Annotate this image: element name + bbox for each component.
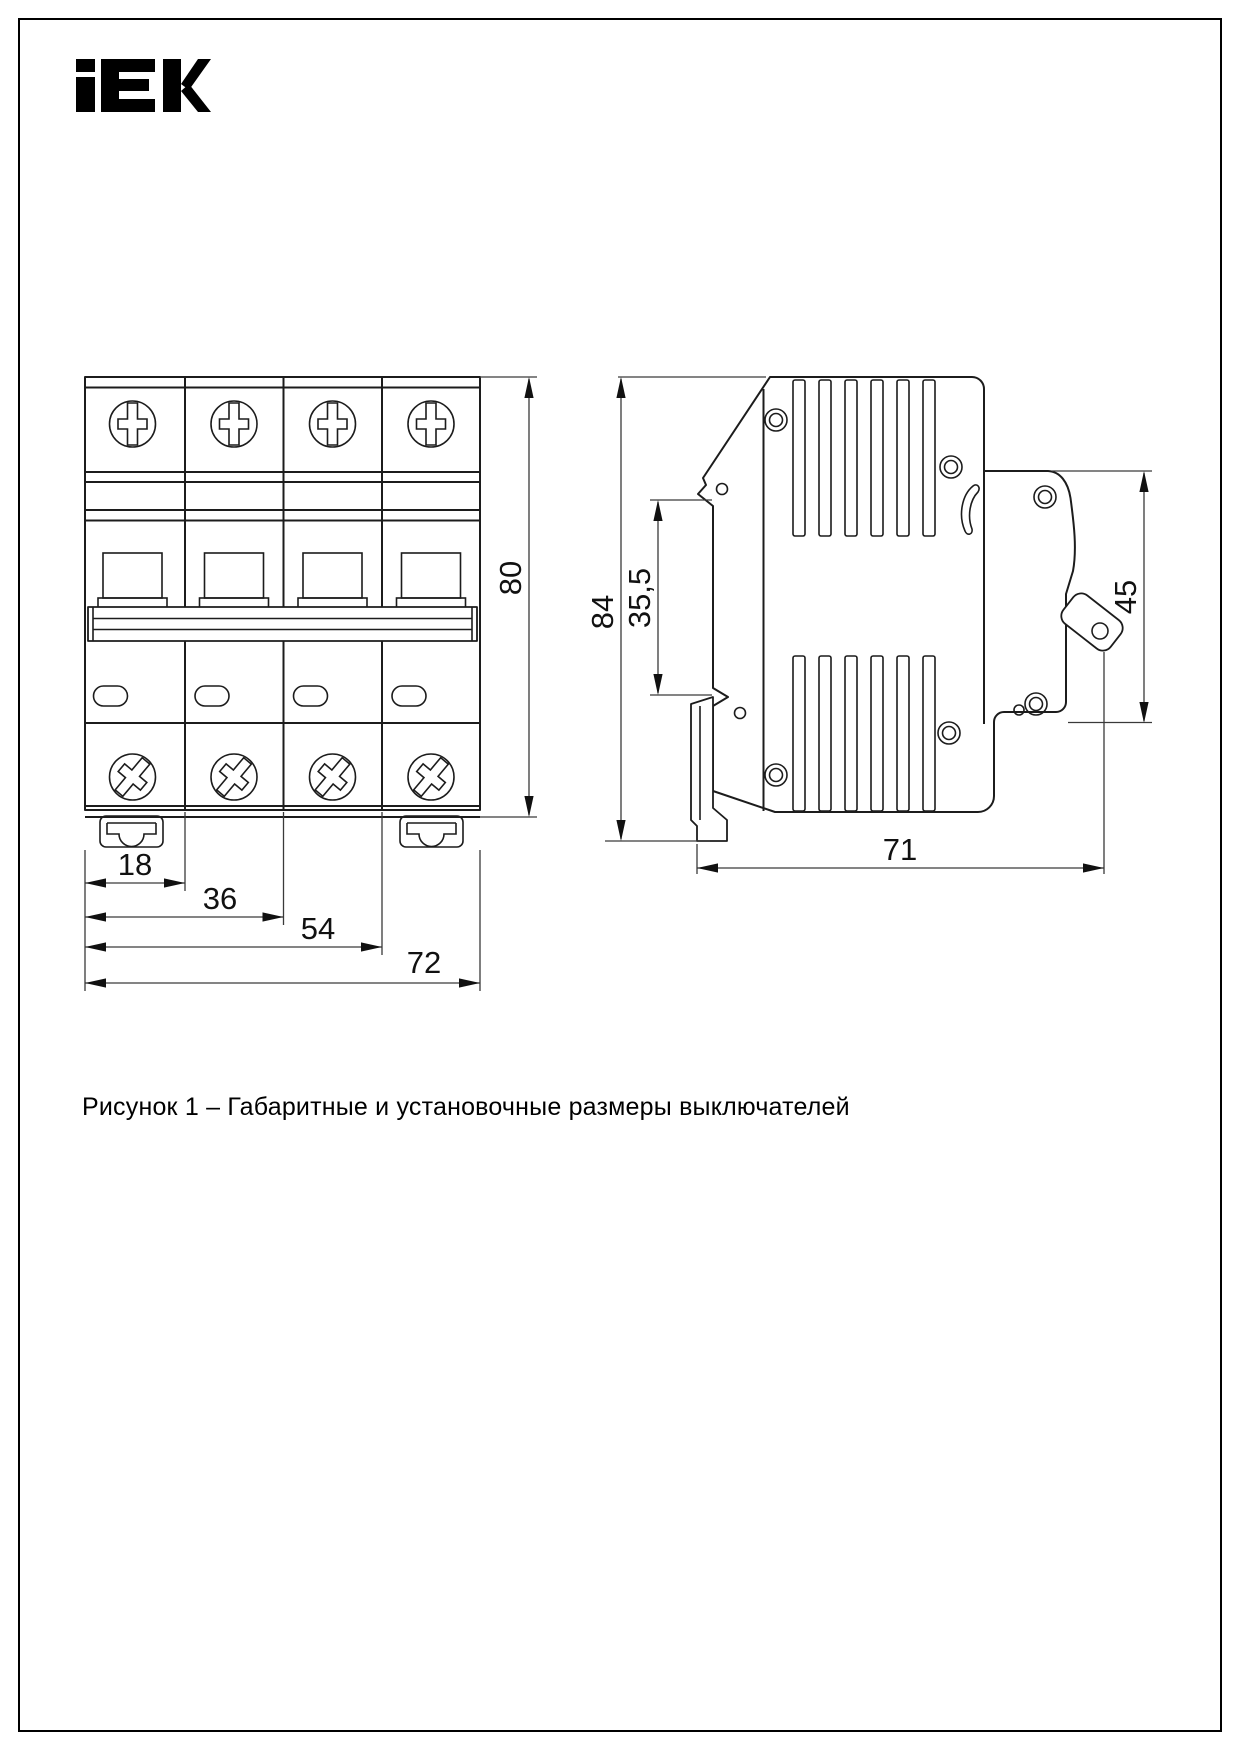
dim-label-71: 71	[882, 832, 918, 867]
pin-hole	[1014, 705, 1024, 715]
toggle-handle	[205, 553, 264, 598]
din-clip	[100, 816, 163, 847]
rivet-icon	[765, 764, 787, 786]
logo-i-stem	[76, 77, 95, 112]
pin-hole	[717, 484, 728, 495]
logo-e-letter	[101, 59, 155, 112]
din-clips-front	[100, 816, 463, 847]
din-clip-spring	[107, 823, 156, 847]
rivet-icon	[938, 722, 960, 744]
din-clip-spring	[407, 823, 456, 847]
marking-window	[94, 686, 128, 706]
vent-slots-top	[793, 380, 935, 536]
dim-label-35-5: 35,5	[622, 567, 657, 629]
bottom-terminal-screws	[108, 752, 456, 803]
screw-icon	[310, 401, 356, 447]
rivet-icon	[1034, 486, 1056, 508]
front-view-drawing	[85, 377, 537, 991]
screw-icon	[408, 401, 454, 447]
din-clip-side	[691, 697, 727, 841]
din-clip	[400, 816, 463, 847]
marking-window	[195, 686, 229, 706]
dim-label-45: 45	[1108, 579, 1143, 615]
dim-label-36: 36	[202, 881, 238, 916]
curved-slot	[962, 485, 980, 534]
toggle-handles	[98, 553, 466, 608]
screw-icon	[110, 401, 156, 447]
logo-k-stem	[163, 59, 181, 112]
vent-slots-bottom	[793, 656, 935, 811]
side-view-drawing	[585, 377, 1152, 874]
marking-window	[294, 686, 328, 706]
dim-label-84: 84	[585, 594, 620, 630]
screw-icon	[211, 401, 257, 447]
rivet-icon	[765, 409, 787, 431]
marking-window	[392, 686, 426, 706]
screw-icon	[108, 752, 157, 803]
logo-k-upper-arm	[181, 59, 211, 90]
toggle-handle	[402, 553, 461, 598]
rivet-icon	[940, 456, 962, 478]
rivets	[717, 409, 1057, 786]
pin-hole	[735, 708, 746, 719]
marking-windows	[94, 686, 427, 706]
dim-label-54: 54	[300, 911, 336, 946]
dim-label-72: 72	[406, 945, 442, 980]
screw-icon	[406, 752, 455, 803]
handle-tie-bar	[88, 607, 477, 641]
logo-i-dot	[76, 59, 95, 72]
screw-icon	[209, 752, 258, 803]
side-body-outline	[698, 377, 1075, 812]
toggle-handle	[103, 553, 162, 598]
logo-k-lower-arm	[181, 84, 211, 112]
dim-label-18: 18	[117, 847, 153, 882]
top-terminal-screws	[110, 401, 455, 447]
dim-label-80: 80	[493, 560, 528, 596]
front-view-dimensions	[85, 377, 537, 991]
figure-caption: Рисунок 1 – Габаритные и установочные размеры выключателей	[82, 1093, 850, 1121]
screw-icon	[308, 752, 357, 803]
toggle-handle	[303, 553, 362, 598]
iek-logo	[76, 59, 211, 112]
